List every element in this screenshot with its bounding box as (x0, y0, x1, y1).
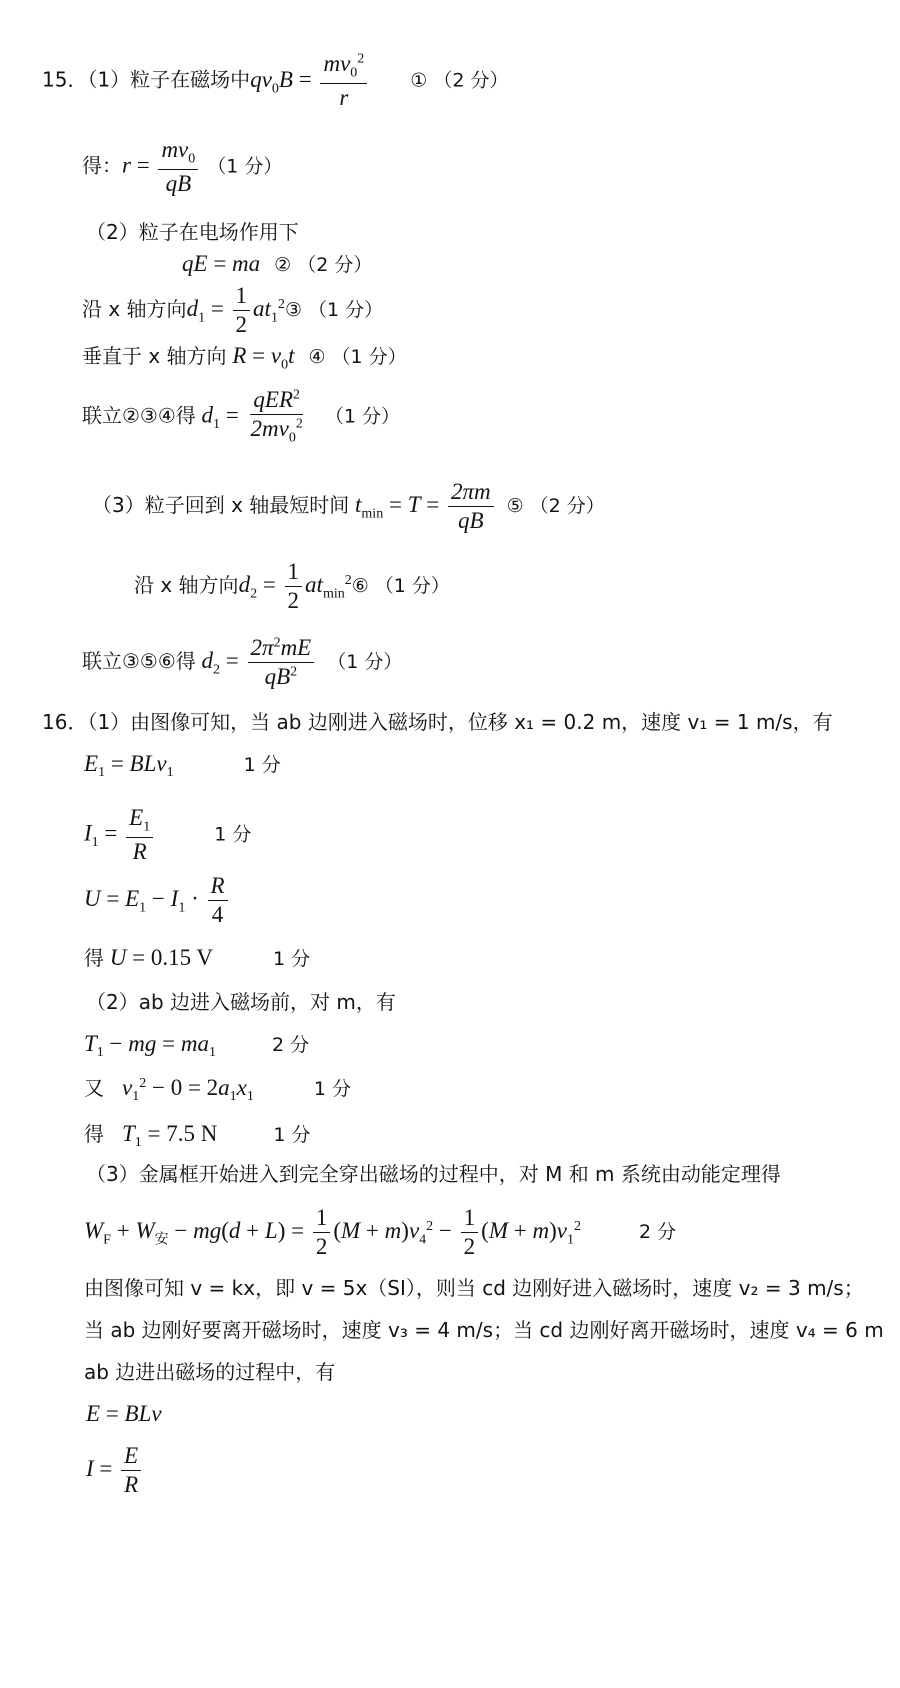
q15-line-qe: qE = ma ② （2 分） (182, 251, 373, 276)
q16-line-u-result: 得 U = 0.15 V 1 分 (84, 945, 311, 970)
q16-line-energy: $W_F + W_安 - mg(d + L)$ = $\frac{1}{2}$ $(M + m)v_4^2$ − $\frac{1}{2}$ $(M + m)v_1^2$ 2 分 (84, 1205, 677, 1260)
q15-line-d2: 沿 x 轴方向$d_2$ = $\frac{1}{2}$ $at_{min}^2⑥$ （1 分） (134, 559, 450, 614)
q16-line-t1-result: 得 $T_1 = 7.5$ N 1 分 (84, 1121, 311, 1151)
formula-period: $\frac{2\pi m}{qB}$ (448, 480, 494, 533)
q15-part2-title (86, 222, 299, 243)
q16-line-u: $U = E_1 - I_1$ · $\frac{R}{4}$ (84, 874, 231, 927)
q15-line-1: 15．（1）粒子在磁场中$qv_0B$ = $\frac{mv_0^2}{r}$ ① （2 分） (42, 51, 509, 111)
q15-part1-score: ① （2 分） (410, 69, 509, 92)
q16-t1-score: 2 分 (272, 1034, 310, 1056)
q15-qe-score: ② （2 分） (274, 254, 373, 276)
q16-line-c (84, 1362, 335, 1383)
q15-part1-text: （1）粒子在磁场中 (87, 67, 251, 92)
q15-combine2-score: （1 分） (327, 651, 403, 674)
q16-line-e: E = BLv (86, 1401, 162, 1426)
formula-centripetal: $\frac{mv_0^2}{r}$ (320, 52, 367, 110)
q15-line-combine1: 联立②③④得 $d_1$ = $\frac{qER^2}{2mv_0^2}$ （1 分） (82, 387, 400, 446)
formula-i1: $\frac{E_1}{R}$ (126, 806, 153, 864)
q16-text-c: ab 边进出磁场的过程中，有 (84, 1360, 336, 1384)
q16-result-prefix: 得 (84, 1122, 104, 1146)
q16-u-score: 1 分 (273, 948, 311, 970)
q16-part3-text: （3）金属框开始进入到完全穿出磁场的过程中，对 M 和 m 系统由动能定理得 (86, 1162, 781, 1186)
formula-radius: $\frac{mv_0}{qB}$ (158, 138, 198, 196)
q15-combine2-text: 联立③⑤⑥得 (82, 649, 196, 674)
q16-v1-score: 1 分 (313, 1078, 352, 1100)
q15-combine1-text: 联立②③④得 (82, 403, 196, 428)
q15-perp-dir: 垂直于 x 轴方向 (82, 344, 227, 368)
q16-line-e1: $E_1 = BLv_1$ 1 分 (84, 751, 281, 781)
formula-half: $\frac{1}{2}$ (233, 284, 251, 337)
q16-text-a: 由图像可知 v = kx，即 v = 5x（SI），则当 cd 边刚好进入磁场时，速度 v₂ = 3 m/s； (84, 1276, 864, 1300)
q15-line-combine2: 联立③⑤⑥得 $d_2$ = $\frac{2\pi^2mE}{qB^2}$ （1 分） (82, 635, 403, 690)
q16-number: 16． (42, 710, 88, 734)
q15-x-dir2: 沿 x 轴方向 (134, 573, 239, 598)
q16-line-a (84, 1278, 864, 1299)
q15-d1-score: ③ （1 分） (284, 299, 384, 322)
formula-d1-result: $\frac{qER^2}{2mv_0^2}$ (250, 387, 303, 446)
q15-r-prefix: 得： (82, 153, 122, 178)
q15-perp-score: ④ （1 分） (308, 346, 407, 368)
q16-line-i1: $I_1$ = $\frac{E_1}{R}$ 1 分 (84, 805, 252, 865)
q16-energy-score: 2 分 (639, 1221, 677, 1244)
q15-tmin-score: ⑤ （2 分） (506, 495, 605, 518)
formula-i: $\frac{E}{R}$ (121, 1444, 141, 1497)
q16-part2-text: （2）ab 边进入磁场前，对 m，有 (86, 990, 396, 1014)
formula-half-2: $\frac{1}{2}$ (285, 560, 303, 613)
q16-line-i: I = $\frac{E}{R}$ (86, 1444, 144, 1497)
q15-line-r: 得：r = $\frac{mv_0}{qB}$ （1 分） (82, 137, 283, 197)
formula-half-4: $\frac{1}{2}$ (461, 1206, 479, 1259)
q15-line-d1: 沿 x 轴方向$d_1$ = $\frac{1}{2}$ $at_1^2③$ （1 分） (82, 283, 384, 338)
formula-d2-result: $\frac{2\pi^2mE}{qB^2}$ (248, 636, 315, 689)
q15-x-dir: 沿 x 轴方向 (82, 297, 187, 322)
formula-lorentz: $qv_0B$ (250, 66, 293, 97)
q15-d2-score: ⑥ （1 分） (351, 575, 450, 598)
q16-line-v1: 又 $v_1^2 - 0 = 2a_1x_1$ 1 分 (84, 1075, 352, 1105)
formula-half-3: $\frac{1}{2}$ (313, 1206, 331, 1259)
q16-line-t1: $T_1$ − mg = $ma_1$ 2 分 (84, 1031, 310, 1061)
q16-result-score: 1 分 (273, 1124, 311, 1146)
q15-combine1-score: （1 分） (324, 405, 400, 428)
q16-i1-score: 1 分 (214, 823, 252, 846)
formula-r-quarter: $\frac{R}{4}$ (208, 874, 228, 927)
q16-text-b: 当 ab 边刚好要离开磁场时，速度 v₃ = 4 m/s；当 cd 边刚好离开磁场时，速度 v₄ = 6 m (84, 1318, 884, 1342)
q15-number: 15． (42, 67, 88, 92)
q15-line-perp: 垂直于 x 轴方向 $R = v_0t$ ④ （1 分） (82, 343, 407, 373)
q15-part3-text: （3）粒子回到 x 轴最短时间 (92, 493, 350, 518)
q16-u-prefix: 得 (84, 946, 104, 970)
q16-e1-score: 1 分 (243, 754, 281, 776)
q16-part3-title (86, 1164, 781, 1185)
q16-intro: （1）由图像可知，当 ab 边刚进入磁场时，位移 x₁ = 0.2 m，速度 v₁ = 1 m/s，有 (87, 710, 833, 734)
q16-part2-title (86, 992, 396, 1013)
q15-part2-text: （2）粒子在电场作用下 (86, 220, 299, 244)
q16-line-intro (42, 712, 833, 733)
formula-qe: qE (182, 251, 208, 276)
q15-line-tmin: （3）粒子回到 x 轴最短时间 $t_{min} = T$ = $\frac{2\pi m}{qB}$ ⑤ （2 分） (92, 479, 605, 534)
q16-also: 又 (84, 1076, 104, 1100)
q15-r-score: （1 分） (207, 155, 283, 178)
q16-line-b (84, 1320, 884, 1341)
